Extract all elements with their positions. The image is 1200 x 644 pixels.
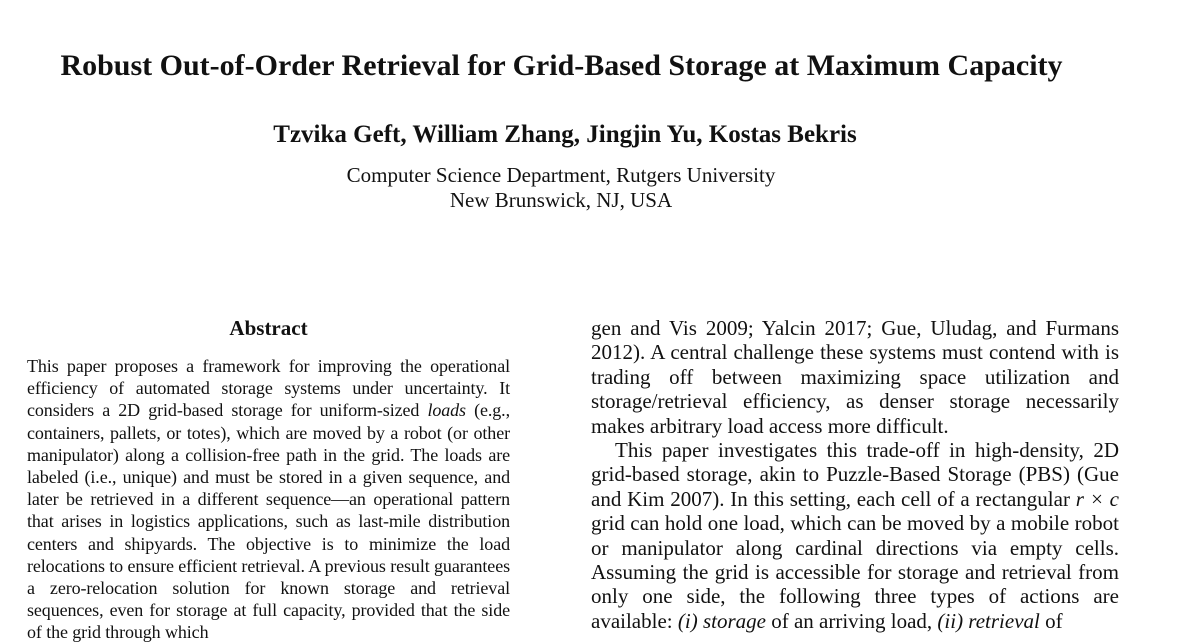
abstract-text-part-1: This paper proposes a framework for improving the operational efficiency of automated storage systems under uncertainty. It considers a 2D grid-based storage for uniform-sized <box>27 356 510 421</box>
abstract-italic-term: loads <box>427 400 466 421</box>
body-paragraph-1: gen and Vis 2009; Yalcin 2017; Gue, Uludag, and Furmans 2012). A central challenge these systems must contend with is trading off between maximizing space utilization and storage/retrieval efficiency, as denser storage necessarily makes arbitrary load access more difficult. <box>591 316 1119 438</box>
abstract-text-part-2: (e.g., containers, pallets, or totes), which are moved by a robot (or other manipulator) along a collision-free path in the grid. The loads are labeled (i.e., unique) and must be stored in a given sequence, and later be retrieved in a different sequence—an operational pattern that arises in logistics applications, such as last-mile distribution centers and shipyards. The objective is to minimize the load relocations to ensure efficient retrieval. A previous result guarantees a zero-relocation solution for known storage and retrieval sequences, even for storage at full capacity, provided that the side of the grid through which <box>27 400 510 643</box>
right-column <box>591 316 1119 633</box>
affiliation-line-2: New Brunswick, NJ, USA <box>449 188 673 212</box>
paper-title: Robust Out-of-Order Retrieval for Grid-Based Storage at Maximum Capacity <box>60 49 1063 82</box>
left-column <box>27 315 510 644</box>
body-paragraph-2-part-c: of an arriving load, <box>765 608 938 633</box>
abstract-text <box>27 355 510 644</box>
action-storage-term: (i) storage <box>677 608 766 633</box>
body-paragraph-2-part-a: This paper investigates this trade-off in high-density, 2D grid-based storage, akin to Puzzle-Based Storage (PBS) (Gue and Kim 2007). In this setting, each cell of a rectangular <box>591 438 1119 511</box>
body-paragraph-2-part-d: of <box>1039 608 1063 633</box>
affiliation <box>0 163 1122 213</box>
abstract-heading: Abstract <box>229 316 308 340</box>
affiliation-line-1: Computer Science Department, Rutgers University <box>346 163 776 187</box>
body-paragraph-2 <box>591 438 1119 633</box>
grid-dimension-math: r × c <box>1075 486 1119 511</box>
body-paragraph-2-part-b: grid can hold one load, which can be moved by a mobile robot or manipulator along cardinal directions via empty cells. Assuming the grid is accessible for storage and retrieval from only one side, the following three types of actions are available: <box>591 511 1119 633</box>
author-list: Tzvika Geft, William Zhang, Jingjin Yu, Kostas Bekris <box>273 121 857 148</box>
action-retrieval-term: (ii) retrieval <box>937 608 1040 633</box>
